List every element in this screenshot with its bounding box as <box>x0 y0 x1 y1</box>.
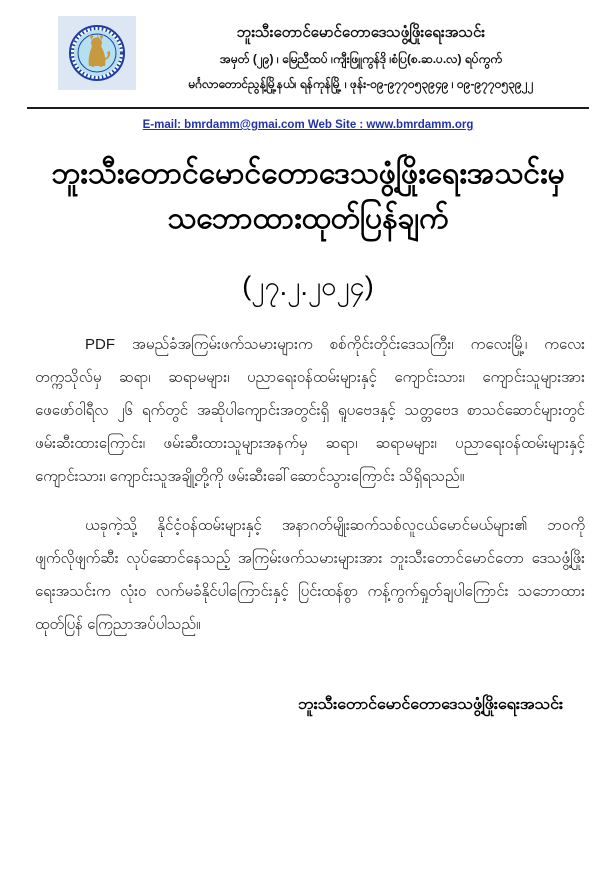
statement-date: (၂၇.၂.၂၀၂၄) <box>242 271 374 301</box>
org-name: ဘူးသီးတောင်မောင်တောဒေသဖွံ့ဖြိုးရေးအသင်း <box>236 24 486 41</box>
city-phone-line: မင်္ဂလာတောင်ညွန့်မြို့နယ်၊ ရန်ကုန်မြို့ ၊ ဖုန်း-၀၉-၉၇၇၀၅၃၉၄၉ ၊ ၀၉-၉၇၇၀၅၃၉၂၂ <box>188 77 534 91</box>
seal-graphic <box>58 16 136 90</box>
statement-title <box>10 151 606 241</box>
statement-title-line1: ဘူးသီးတောင်မောင်တောဒေသဖွံ့ဖြိုးရေးအသင်းမှ <box>51 157 565 190</box>
paragraph-1: PDF အမည်ခံအကြမ်းဖက်သမားများက စစ်ကိုင်းတိုင်းဒေသကြီး၊ ကလေးမြို့၊ ကလေးတက္ကသိုလ်မှ ဆရာ၊ ဆရာမများ၊ ပညာရေးဝန်ထမ်းများနှင့် ကျောင်းသား၊ ကျောင်းသူများအား ဖေဖော်ဝါရီလ ၂၆ ရက်တွင် အဆိုပါကျောင်းအတွင်းရှိ ရူပဗေဒနှင့် သတ္တဗေဒ စာသင်ဆောင်များတွင် ဖမ်းဆီးထားကြောင်း၊ ဖမ်းဆီးထားသူများအနက်မှ ဆရာ၊ ဆရာမများ၊ ပညာရေးဝန်ထမ်းများနှင့် ကျောင်းသား၊ ကျောင်းသူအချို့တို့ကို ဖမ်းဆီးခေါ်ဆောင်သွားကြောင်း သိရှိရသည်။ <box>35 336 585 485</box>
email-website-line: E-mail: bmrdamm@gmai.com Web Site : www.bmrdamm.org <box>142 119 474 131</box>
address-line: အမှတ် (၂၉) ၊ မြေညီထပ် ၊ကျီးဖြူကွန်ဒို ၊စံပြ(စ.ဆ.ပ.လ) ရပ်ကွက် <box>219 52 503 66</box>
association-seal-logo <box>58 16 136 90</box>
letterhead-text <box>136 16 586 101</box>
paragraph-2: ယခုကဲ့သို့ နိုင်ငံ့ဝန်ထမ်းများနှင့် အနာဂတ်မျိုးဆက်သစ်လူငယ်မောင်မယ်များ၏ ဘဝကို ဖျက်လိုဖျက်ဆီး လုပ်ဆောင်နေသည့် အကြမ်းဖက်သမားများအား ဘူးသီးတောင်မောင်တော ဒေသဖွံ့ဖြိုးရေးအသင်းက လုံးဝ လက်မခံနိုင်ပါကြောင်းနှင့် ပြင်းထန်စွာ ကန့်ကွက်ရှုတ်ချပါကြောင်း သဘောထားထုတ်ပြန် ကြေညာအပ်ပါသည်။ <box>35 517 585 633</box>
header-divider <box>27 107 589 109</box>
letterhead <box>0 0 616 101</box>
statement-title-line2: သဘောထားထုတ်ပြန်ချက် <box>167 202 449 235</box>
signature-line: ဘူးသီးတောင်မောင်တောဒေသဖွံ့ဖြိုးရေးအသင်း <box>298 696 563 713</box>
